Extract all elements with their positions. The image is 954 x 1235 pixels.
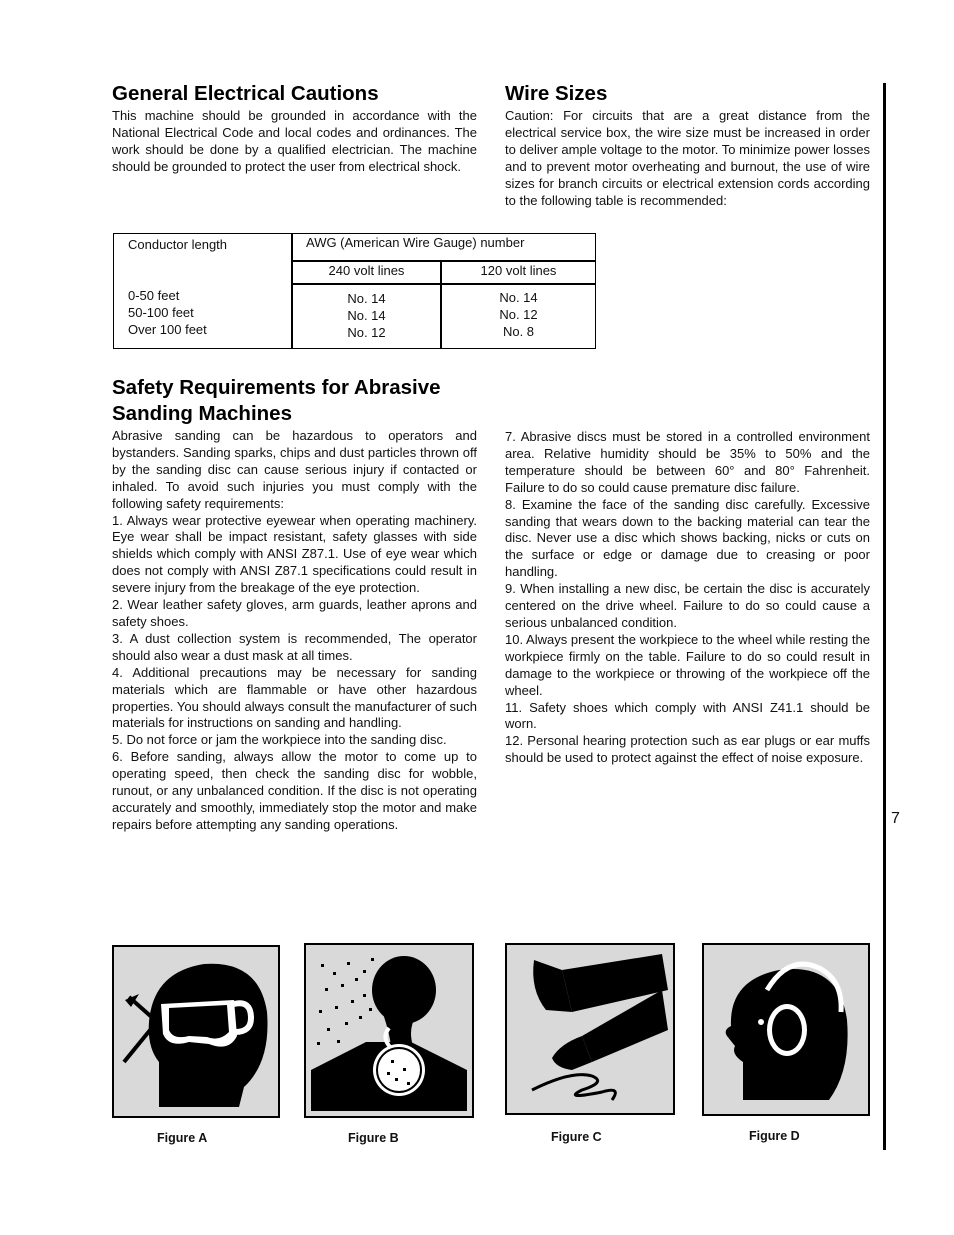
wire-size-table <box>113 233 596 349</box>
page-number: 7 <box>891 810 900 827</box>
figure-a-box <box>112 945 280 1118</box>
figure-b-box <box>304 943 474 1118</box>
safety-right-column <box>505 429 870 767</box>
safety-title-line1: Safety Requirements for Abrasive <box>112 376 441 399</box>
figure-b-caption: Figure B <box>348 1131 399 1145</box>
safety-title-line2: Sanding Machines <box>112 402 292 425</box>
figure-d-box <box>702 943 870 1116</box>
v240-column <box>293 290 440 341</box>
col-header-conductor-length: Conductor length <box>128 237 228 252</box>
table-cell: No. 12 <box>499 307 538 322</box>
safety-item-10: 10. Always present the workpiece to the wheel while resting the workpiece firmly on the table. Failure to do so could result in damage to the workpiece or throwing of the workpiece off the wheel. <box>505 631 870 698</box>
ear-protection-icon <box>709 950 863 1109</box>
figure-a-caption: Figure A <box>157 1131 208 1145</box>
wire-sizes-title: Wire Sizes <box>505 82 608 105</box>
safety-intro: Abrasive sanding can be hazardous to operators and bystanders. Sanding sparks, chips and dust particles thrown off by the sanding disc can cause serious injury if contacted or inhaled. To avoid such injuries you must comply with the following safety requirements: <box>112 428 477 511</box>
table-cell: No. 14 <box>499 290 538 305</box>
safety-item-9: 9. When installing a new disc, be certain the disc is accurately centered on the drive wheel. Failure to do so could cause a serious unbalanced condition. <box>505 581 870 630</box>
v120-column <box>442 289 595 340</box>
figure-c-box <box>505 943 675 1115</box>
safety-item-12: 12. Personal hearing protection such as ear plugs or ear muffs should be used to protect against the effect of noise exposure. <box>505 733 870 766</box>
safety-shoes-icon <box>512 950 668 1108</box>
table-cell: No. 8 <box>502 324 535 339</box>
safety-glasses-icon <box>119 952 273 1111</box>
figure-c-caption: Figure C <box>551 1130 602 1144</box>
safety-item-11: 11. Safety shoes which comply with ANSI Z41.1 should be worn. <box>505 699 870 732</box>
table-cell: No. 14 <box>347 308 386 323</box>
table-cell: 50-100 feet <box>128 305 194 320</box>
figure-d-caption: Figure D <box>749 1129 800 1143</box>
safety-item-1: 1. Always wear protective eyewear when operating machinery. Eye wear shall be impact resistant, safety glasses with side shields which comply with ANSI Z87.1. Use of eye wear which does not comply with ANSI Z87.1 specifications could result in severe injury from the breakage of the eye protection. <box>112 512 477 596</box>
safety-item-4: 4. Additional precautions may be necessary for sanding materials which are flammable or have other hazardous properties. You should always consult the manufacturer of such materials for instructions on sanding and handling. <box>112 664 477 731</box>
col-header-240v: 240 volt lines <box>328 263 405 278</box>
safety-item-2: 2. Wear leather safety gloves, arm guards, leather aprons and safety shoes. <box>112 597 477 629</box>
general-cautions-text: This machine should be grounded in accordance with the National Electrical Code and local codes and ordinances. The work should be done by a qualified electrician. The machine should be grounded to protect the user from electrical shock. <box>112 108 477 174</box>
table-cell: 0-50 feet <box>128 288 180 303</box>
safety-item-5: 5. Do not force or jam the workpiece into the sanding disc. <box>112 732 447 748</box>
margin-rule <box>883 83 886 1150</box>
safety-title <box>112 375 441 427</box>
col-header-120v: 120 volt lines <box>480 263 557 278</box>
table-cell: No. 12 <box>347 325 386 340</box>
safety-left-column <box>112 428 477 834</box>
table-cell: Over 100 feet <box>128 322 207 337</box>
wire-sizes-text: Caution: For circuits that are a great distance from the electrical service box, the wire size must be increased in order to deliver ample voltage to the motor. To minimize power losses and to prevent motor overheating and burnout, the use of wire sizes for branch circuits or electrical extension cords according to the following table is recommended: <box>505 108 870 208</box>
dust-mask-icon <box>311 950 467 1111</box>
table-cell: No. 14 <box>347 291 386 306</box>
lengths-column <box>128 287 207 338</box>
col-header-awg: AWG (American Wire Gauge) number <box>306 235 525 250</box>
safety-item-7: 7. Abrasive discs must be stored in a controlled environment area. Relative humidity should be 35% to 50% and the temperature should be between 60° and 80° Fahrenheit. Failure to do so could cause premature disc failure. <box>505 429 870 495</box>
safety-item-6: 6. Before sanding, always allow the motor to come up to operating speed, then check the sanding disc for wobble, runout, or any unbalanced condition. If the disc is not operating accurately and smoothly, immediately stop the motor and make repairs before attempting any sanding operations. <box>112 749 477 832</box>
safety-item-8: 8. Examine the face of the sanding disc carefully. Excessive sanding that wears down to the backing material can tear the disc. Never use a disc which shows backing, nicks or cuts on the surface or edge or damage due to creasing or poor handling. <box>505 496 870 580</box>
safety-item-3: 3. A dust collection system is recommended, The operator should also wear a dust mask at all times. <box>112 630 477 663</box>
general-cautions-title: General Electrical Cautions <box>112 82 379 105</box>
